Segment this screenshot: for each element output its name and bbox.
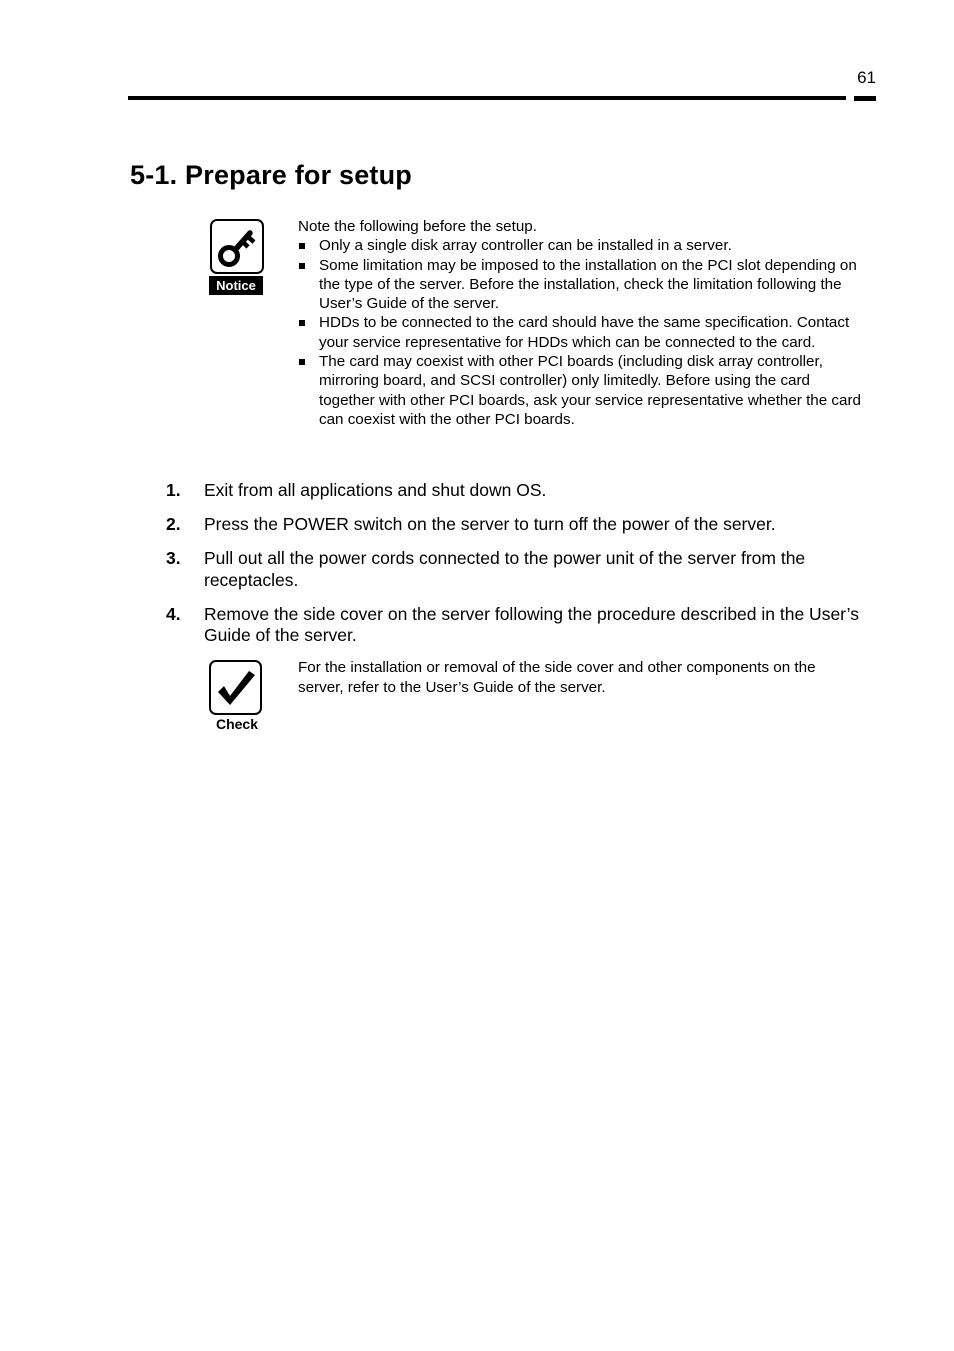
square-bullet-icon xyxy=(299,359,305,365)
check-icon-frame xyxy=(209,660,262,715)
notice-intro: Note the following before the setup. xyxy=(298,218,537,235)
section-title: 5-1. Prepare for setup xyxy=(130,160,412,190)
notice-item-text: Only a single disk array controller can be installed in a server. xyxy=(319,237,732,255)
square-bullet-icon xyxy=(299,320,305,326)
step-text: Exit from all applications and shut down OS. xyxy=(204,480,547,500)
step-number: 1. xyxy=(166,480,181,500)
step-text: Press the POWER switch on the server to turn off the power of the server. xyxy=(204,514,776,534)
square-bullet-icon xyxy=(299,263,305,269)
notice-label: Notice xyxy=(209,276,263,295)
step-text: Pull out all the power cords connected to the power unit of the server from the receptacles. xyxy=(204,548,806,590)
notice-item-text: The card may coexist with other PCI boards (including disk array controller, mirroring board, and SCSI controller) only limitedly. Before using the card together with other PCI boards, ask your service representative whether the card can coexist with the other PCI boards. xyxy=(319,353,861,428)
checkmark-icon xyxy=(211,662,260,713)
notice-item-text: Some limitation may be imposed to the installation on the PCI slot depending on the type of the server. Before the installation, check the limitation following the User’s Guide of the server. xyxy=(319,256,857,313)
step-number: 2. xyxy=(166,514,181,534)
square-bullet-icon xyxy=(299,243,305,249)
check-icon-block xyxy=(209,660,265,736)
step-item xyxy=(166,514,866,536)
notice-item xyxy=(298,313,864,352)
key-icon xyxy=(212,221,262,272)
notice-list xyxy=(298,236,864,429)
notice-item xyxy=(298,236,864,255)
notice-item-text: HDDs to be connected to the card should have the same specification. Contact your service representative for HDDs which can be connected to the card. xyxy=(319,314,850,351)
step-text: Remove the side cover on the server following the procedure described in the User’s Guide of the server. xyxy=(204,603,859,645)
header-rule xyxy=(128,96,846,100)
check-body: For the installation or removal of the side cover and other components on the server, refer to the User’s Guide of the server. xyxy=(298,659,816,696)
header-rule-tab xyxy=(854,96,876,101)
notice-body xyxy=(298,217,864,429)
steps-list xyxy=(166,480,866,659)
notice-item xyxy=(298,352,864,429)
step-item xyxy=(166,548,866,591)
page-number: 61 xyxy=(857,68,876,87)
step-item xyxy=(166,480,866,502)
step-item xyxy=(166,604,866,647)
notice-icon-block xyxy=(210,219,264,299)
notice-item xyxy=(298,256,864,314)
notice-icon-frame xyxy=(210,219,264,274)
step-number: 3. xyxy=(166,548,181,568)
check-label: Check xyxy=(215,716,259,732)
step-number: 4. xyxy=(166,603,181,624)
